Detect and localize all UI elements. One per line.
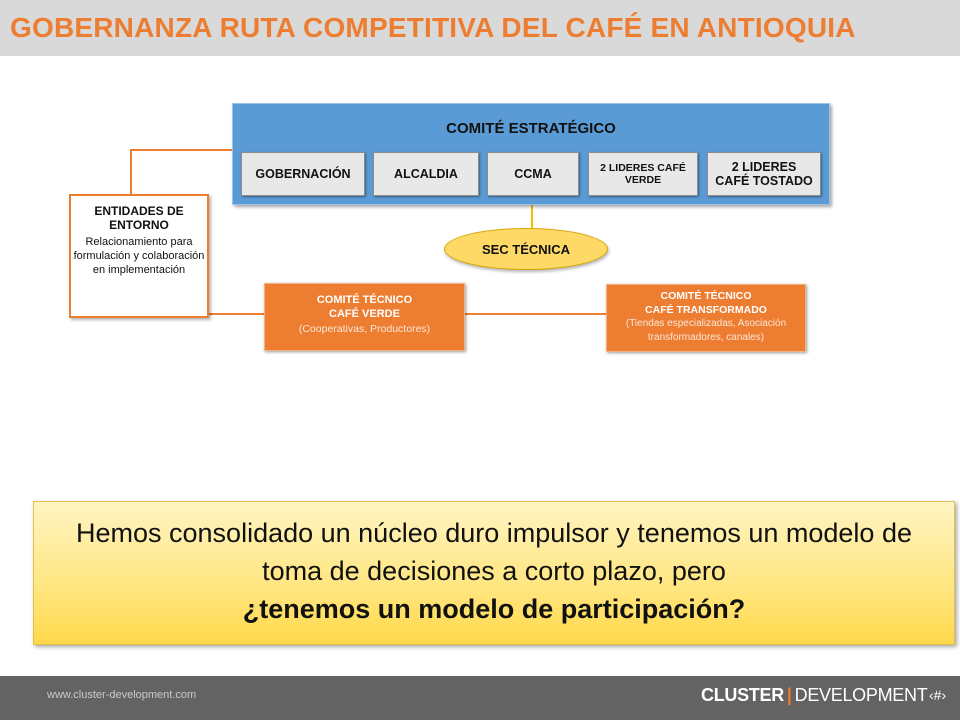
member-lideres-cafe-verde: 2 LIDERES CAFÉ VERDE [588,152,698,196]
tech-green-detail: (Cooperativas, Productores) [298,322,431,335]
entidades-entorno-box [69,194,209,318]
entidades-description: Relacionamiento para formulación y colaboración en implementación [73,235,205,277]
footer-brand-logo [701,685,927,706]
tech-green-line1: COMITÉ TÉCNICO [316,294,413,306]
tech-transformed-detail: (Tiendas especializadas, Asociación transformadores, canales) [625,318,787,343]
question-emphasis: ¿tenemos un modelo de participación? [242,594,746,624]
strategic-committee-title: COMITÉ ESTRATÉGICO [446,120,616,137]
brand-cluster: CLUSTER [701,685,784,705]
connector-entidades-strategic-horizontal [130,149,233,151]
strategic-committee [232,103,830,205]
connector-entidades-tech-green [209,313,265,315]
title-bar [0,0,960,56]
member-ccma: CCMA [487,152,579,196]
member-alcaldia: ALCALDIA [373,152,479,196]
tech-committee-green [264,283,465,351]
tech-transformed-line2: CAFÉ TRANSFORMADO [645,303,767,316]
tech-committee-transformed [606,284,806,352]
member-gobernacion: GOBERNACIÓN [241,152,365,196]
footer-bar [0,676,960,720]
question-text: Hemos consolidado un núcleo duro impulsor y tenemos un modelo de toma de decisiones a corto plazo, pero [76,518,912,586]
question-box [33,501,955,645]
brand-separator: | [786,685,792,705]
connector-tech-green-tech-transformed [464,313,607,315]
sec-tecnica-ellipse: SEC TÉCNICA [444,228,608,270]
tech-transformed-line1: COMITÉ TÉCNICO [660,290,752,302]
entidades-title: ENTIDADES DE ENTORNO [94,204,184,233]
member-lideres-cafe-tostado: 2 LIDERES CAFÉ TOSTADO [707,152,821,196]
connector-entidades-strategic-vertical [130,149,132,195]
footer-url-link[interactable]: www.cluster-development.com [47,689,197,701]
tech-green-line2: CAFÉ VERDE [329,308,400,321]
page-number: ‹#› [929,687,947,703]
page-title: GOBERNANZA RUTA COMPETITIVA DEL CAFÉ EN ANTIOQUIA [10,12,856,43]
brand-development: DEVELOPMENT [794,685,928,705]
